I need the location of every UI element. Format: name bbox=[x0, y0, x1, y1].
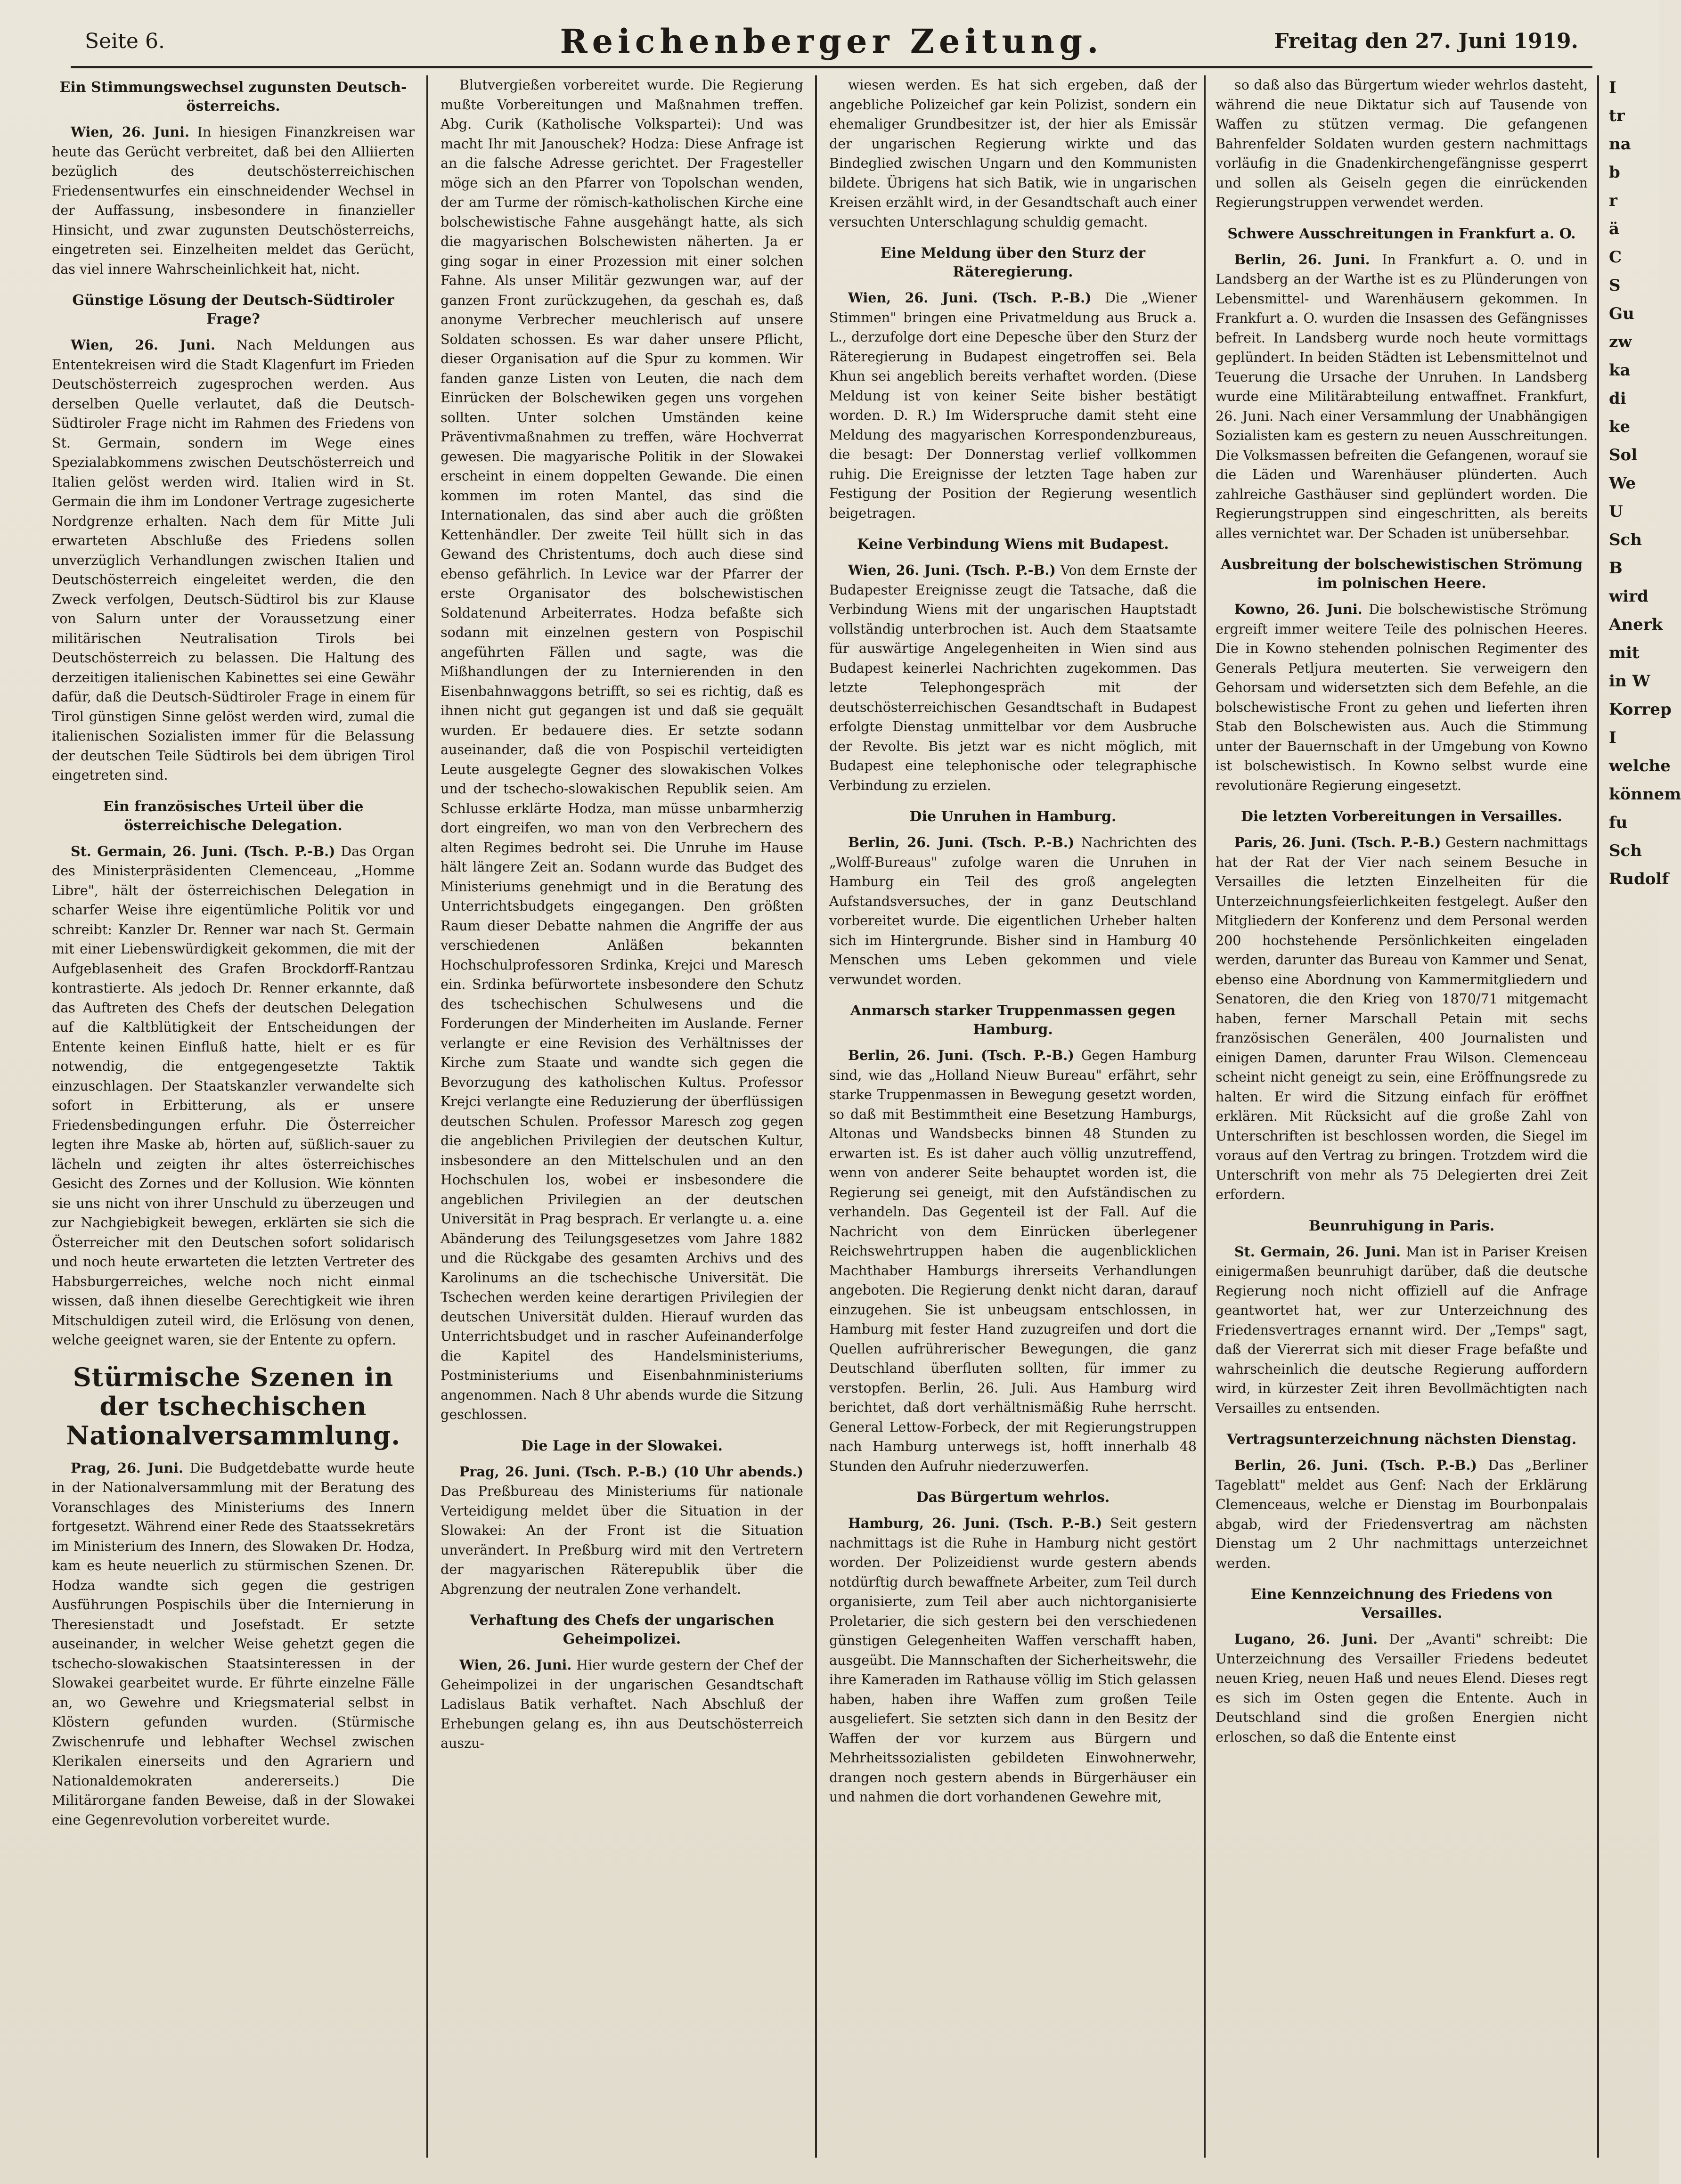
cropped-fragment: C bbox=[1609, 248, 1622, 267]
column-rule bbox=[815, 75, 817, 2158]
article-dateline: Berlin, 26. Juni. (Tsch. P.-B.) bbox=[1234, 1457, 1477, 1473]
cropped-fragment: ka bbox=[1609, 361, 1631, 380]
article-dateline: St. Germain, 26. Juni. (Tsch. P.-B.) bbox=[71, 843, 335, 859]
cropped-fragment: wird bbox=[1609, 587, 1648, 606]
cropped-fragment: I bbox=[1609, 78, 1616, 97]
article bbox=[441, 1437, 803, 1599]
article-headline: Stürmische Szenen in der tschechischen Nationalversammlung. bbox=[65, 1361, 401, 1451]
cropped-fragment: Rudolf bbox=[1609, 870, 1669, 888]
article-body bbox=[829, 1514, 1197, 1807]
article-text: so daß also das Bürgertum wieder wehrlos dasteht, während die neue Diktatur sich auf Tausende von Waffen zu stützen vermag. Die gefangenen Bahrenfelder Soldaten wurden gestern nachmittags vorläufig in die Gnadenkirchengefängnisse gesperrt und sollen als Geiseln gegen die einrückenden Regierungstruppen verwendet werden. bbox=[1216, 77, 1588, 210]
article-headline: Verhaftung des Chefs der ungarischen Geheimpolizei. bbox=[469, 1612, 775, 1647]
article bbox=[829, 535, 1197, 795]
article-dateline: Wien, 26. Juni. bbox=[459, 1657, 572, 1673]
cropped-fragment: ä bbox=[1609, 220, 1620, 238]
article bbox=[441, 75, 803, 1425]
column-4 bbox=[1216, 75, 1588, 2153]
cropped-fragment: na bbox=[1609, 135, 1631, 154]
article-body bbox=[52, 1459, 415, 1830]
cropped-fragment: S bbox=[1609, 276, 1621, 295]
article-dateline: Prag, 26. Juni. bbox=[71, 1459, 184, 1476]
article-headline: Beunruhigung in Paris. bbox=[1308, 1217, 1495, 1234]
article bbox=[441, 1611, 803, 1753]
article bbox=[829, 1002, 1197, 1476]
article-text: In Frankfurt a. O. und in Landsberg an der Warthe ist es zu Plünderungen von Lebensmittel- und Warenhäusern gekommen. In Frankfurt a. O. wurden die Insassen des Gefängnisses befreit. In Landsberg wurde noch heute vormittags geplündert. In beiden Städten ist Lebensmittelnot und Teuerung die Ursache der Unruhen. In Landsberg wurde eine Militärabteilung entwaffnet. Frankfurt, 26. Juni. Nach einer Versammlung der Unabhängigen Sozialisten kam es gestern zu neuen Ausschreitungen. Die Volksmassen befreiten die Gefangenen, worauf sie die Läden und Warenhäuser plünderten. Auch zahlreiche Gasthäuser sind geplündert worden. Die Regierungstruppen sind eingeschritten, als bereits alles vernichtet war. Der Schaden ist unübersehbar. bbox=[1216, 252, 1588, 541]
article-text: Das Organ des Ministerpräsidenten Clemenceau, „Homme Libre", hält der österreichischen Delegation in scharfer Weise ihre eigentümliche Politik vor und schreibt: Kanzler Dr. Renner war nach St. Germain mit einer Liebenswürdigkeit gekommen, die mit der Aufgeblasenheit des Grafen Brockdorff-Rantzau kontrastierte. Als jedoch Dr. Renner erkannte, daß das Auftreten des Chefs der deutschen Delegation auf die Kaltblütigkeit der Entscheidungen der Entente keinen Einfluß hatte, hielt er es für notwendig, die entgegengesetzte Taktik einzuschlagen. Der Staatskanzler verwandelte sich sofort in Erbitterung, als er unsere Friedensbedingungen erfuhr. Die Österreicher legten ihre Maske ab, hörten auf, süßlich-sauer zu lächeln und zeigten ihr altes österreichisches Gesicht des Zornes und der Kollusion. Wie könnten sie uns nicht von ihrer Unschuld zu überzeugen und zur Nachgiebigkeit bewegen, erklärten sie sich die Österreicher mit den Deutschen sofort solidarisch und noch heute erwarteten die letzten Vertreter des Habsburgerreiches, welche noch nicht einmal wissen, daß ihnen dieselbe Gerechtigkeit wie ihren Mitschuldigen zuteil wird, die Erlösung von denen, welche geeignet waren, sie der Entente zu opfern. bbox=[52, 843, 415, 1348]
article-dateline: Prag, 26. Juni. (Tsch. P.-B.) (10 Uhr abends.) bbox=[459, 1463, 803, 1480]
article-text: Die Budgetdebatte wurde heute in der Nationalversammlung mit der Beratung des Voranschlages des Ministeriums des Innern fortgesetzt. Während einer Rede des Staatssekretärs im Ministerium des Innern, des Slowaken Dr. Hodza, kam es heute neuerlich zu stürmischen Szenen. Dr. Hodza wandte sich gegen die gestrigen Ausführungen Pospischils über die Internierung in Theresienstadt und Josefstadt. Er setzte auseinander, in welcher Weise gehetzt gegen die tschecho-slowakischen Staatsinteressen in der Slowakei gearbeitet wurde. Er führte einzelne Fälle an, wo Gewehre und Kriegsmaterial selbst in Klöstern gefunden wurden. (Stürmische Zwischenrufe und lebhafter Wechsel zwischen Klerikalen einerseits und den Agrariern und Nationaldemokraten andererseits.) Die Militärorgane fanden Beweise, daß in der Slowakei eine Gegenrevolution vorbereitet wurde. bbox=[52, 1460, 415, 1828]
cropped-fragment: in W bbox=[1609, 672, 1650, 691]
edge-column-cropped bbox=[1609, 75, 1681, 2153]
cropped-fragment: Sol bbox=[1609, 446, 1638, 465]
article-body bbox=[829, 561, 1197, 795]
cropped-fragment: Anerk bbox=[1609, 615, 1663, 634]
article bbox=[1216, 75, 1588, 212]
article bbox=[1216, 1585, 1588, 1747]
article-text: In hiesigen Finanzkreisen war heute das Gerücht verbreitet, daß bei den Alliierten bezüglich des deutschösterreichischen Friedensentwurfes ein einschneidender Wechsel in der Auffassung, insbesondere in finanzieller Hinsicht, und zwar zugunsten Deutschösterreichs, eingetreten sei. Einzelheiten meldet das Gerücht, das viel innere Wahrscheinlichkeit hat, nicht. bbox=[52, 124, 415, 277]
article-body bbox=[1216, 75, 1588, 212]
article-headline: Die Unruhen in Hamburg. bbox=[909, 808, 1117, 825]
article-dateline: Berlin, 26. Juni. bbox=[1234, 251, 1370, 268]
article-headline: Anmarsch starker Truppenmassen gegen Hamburg. bbox=[850, 1002, 1176, 1038]
cropped-fragment: B bbox=[1609, 559, 1623, 578]
cropped-fragment: U bbox=[1609, 502, 1623, 521]
page-number: Seite 6. bbox=[85, 29, 165, 53]
article-dateline: St. Germain, 26. Juni. bbox=[1234, 1243, 1401, 1260]
article-dateline: Wien, 26. Juni. (Tsch. P.-B.) bbox=[848, 562, 1056, 578]
article-headline: Eine Meldung über den Sturz der Räteregierung. bbox=[880, 245, 1146, 280]
cropped-fragment: tr bbox=[1609, 106, 1625, 125]
article bbox=[1216, 225, 1588, 544]
article-text: Man ist in Pariser Kreisen einigermaßen beunruhigt darüber, daß die deutsche Regierung noch nicht offiziell auf die Anfrage geantwortet hat, wer zur Unterzeichnung des Friedensvertrages ernannt wird. Der „Temps" sagt, daß der Viererrat sich mit dieser Frage befaßte und wahrscheinlich die deutsche Regierung auffordern wird, in kürzester Zeit ihren Bevollmächtigten nach Versailles zu entsenden. bbox=[1216, 1244, 1588, 1416]
column-2 bbox=[441, 75, 803, 2153]
article-text: Gestern nachmittags hat der Rat der Vier nach seinem Besuche in Versailles die letzten Einzelheiten für die Unterzeichnungsfeierlichkeiten festgelegt. Außer den Mitgliedern der Konferenz und dem Personal werden 200 hochstehende Persönlichkeiten eingeladen werden, darunter das Bureau von Kammer und Senat, ebenso eine Abordnung von Kammermitgliedern und Senatoren, die den Krieg von 1870/71 mitgemacht haben, ferner Marschall Petain mit sechs französischen Generälen, 400 Journalisten und einigen Damen, darunter Frau Wilson. Clemenceau scheint nicht geneigt zu sein, eine Eröffnungsrede zu halten. Er wird die Sitzung einfach für eröffnet erklären. Mit Rücksicht auf die große Zahl von Unterschriften ist beschlossen worden, die Siegel im voraus auf den Vertrag zu bringen. Trotzdem wird die Unterschrift von mehr als 75 Delegierten drei Zeit erfordern. bbox=[1216, 835, 1588, 1202]
column-1 bbox=[52, 75, 415, 2153]
cropped-fragment: fu bbox=[1609, 813, 1628, 832]
article bbox=[829, 1488, 1197, 1807]
article-dateline: Lugano, 26. Juni. bbox=[1234, 1631, 1378, 1647]
article-headline: Die letzten Vorbereitungen in Versailles. bbox=[1240, 808, 1563, 825]
article-body bbox=[829, 288, 1197, 523]
article-headline: Die Lage in der Slowakei. bbox=[521, 1437, 723, 1454]
cropped-fragment: zw bbox=[1609, 333, 1632, 351]
article-body bbox=[829, 1046, 1197, 1476]
cropped-fragment: Sch bbox=[1609, 530, 1642, 549]
article-text: Nachrichten des „Wolff-Bureaus" zufolge waren die Unruhen in Hamburg ein Teil des groß angelegten Aufstandsversuches, der in ganz Deutschland vorbereitet wurde. Die eigentlichen Urheber halten sich im Hintergrunde. Bisher sind in Hamburg 40 Menschen ums Leben gekommen und viele verwundet worden. bbox=[829, 835, 1197, 987]
article-body bbox=[829, 75, 1197, 232]
column-rule bbox=[1204, 75, 1206, 2158]
article-body bbox=[52, 122, 415, 279]
article bbox=[52, 1362, 415, 1830]
cropped-fragment: b bbox=[1609, 163, 1620, 182]
article-text: Hier wurde gestern der Chef der Geheimpolizei in der ungarischen Gesandtschaft Ladislaus Batik verhaftet. Nach Abschluß der Erhebungen gelang es, ihn aus Deutschösterreich auszu- bbox=[441, 1657, 803, 1751]
article-text: Seit gestern nachmittags ist die Ruhe in Hamburg nicht gestört worden. Der Polizeidienst wurde gestern abends notdürftig durch bewaffnete Arbeiter, zum Teil durch organisierte, zum Teil aber auch nichtorganisierte Proletarier, die sich gestern bei den verschiedenen günstigen Gelegenheiten Waffen verschafft haben, ausgeübt. Die Mannschaften der Sicherheitswehr, die ihre Kameraden im Rathause völlig im Stich gelassen haben, haben ihre Waffen zum großen Teile ausgeliefert. Sie setzten sich dann in den Besitz der Waffen der vor kurzem aus Bürgern und Mehrheitssozialisten gebildeten Einwohnerwehr, drangen noch gestern abends in Bürgerhäuser ein und nahmen die dort vorhandenen Gewehre mit, bbox=[829, 1516, 1197, 1805]
cropped-fragment: Gu bbox=[1609, 304, 1634, 323]
article-headline: Ein Stimmungswechsel zugunsten Deutsch-österreichs. bbox=[59, 79, 407, 114]
article-headline: Schwere Ausschreitungen in Frankfurt a. O. bbox=[1227, 225, 1576, 242]
article-text: Die bolschewistische Strömung ergreift immer weitere Teile des polnischen Heeres. Die in Kowno stehenden polnischen Regimenter des Generals Petljura meuterten. Sie verweigern den Gehorsam und widersetzten sich dem Befehle, an die bolschewistische Front zu gehen und lieferten ihren Stab den Bolschewisten aus. Auch die Stimmung unter der Bauernschaft in der Umgebung von Kowno ist bolschewistisch. In Kowno selbst wurde eine revolutionäre Regierung eingesetzt. bbox=[1216, 602, 1588, 793]
article-body bbox=[1216, 1630, 1588, 1747]
article-body bbox=[1216, 250, 1588, 544]
article-body bbox=[441, 1462, 803, 1599]
article bbox=[52, 291, 415, 785]
cropped-fragment: welche bbox=[1609, 757, 1671, 775]
article-text: Die „Wiener Stimmen" bringen eine Privatmeldung aus Bruck a. L., derzufolge dort eine Depesche über den Sturz der Räteregierung in Budapest eingetroffen sei. Bela Khun sei angeblich bereits verhaftet worden. (Diese Meldung ist von keiner Seite bisher bestätigt worden. D. R.) Im Widerspruche damit steht eine Meldung des magyarischen Korrespondenzbureaus, die besagt: Der Donnerstag verlief vollkommen ruhig. Die Ereignisse der letzten Tage haben zur Festigung der Position der Regierung wesentlich beigetragen. bbox=[829, 290, 1197, 521]
article-headline: Ein französisches Urteil über die österreichische Delegation. bbox=[103, 798, 364, 834]
article bbox=[1216, 807, 1588, 1205]
article-text: Der „Avanti" schreibt: Die Unterzeichnung des Versailler Friedens bedeutet neuen Krieg, neuen Haß und neues Elend. Dieses regt es sich im Osten gegen die Entente. Auch in Deutschland sind die großen Energien nicht erloschen, so daß die Entente einst bbox=[1216, 1631, 1588, 1745]
article bbox=[1216, 1430, 1588, 1573]
article-dateline: Berlin, 26. Juni. (Tsch. P.-B.) bbox=[848, 834, 1075, 850]
article-text: Gegen Hamburg sind, wie das „Holland Nieuw Bureau" erfährt, sehr starke Truppenmassen in Bewegung gesetzt worden, so daß mit Bestimmtheit eine Besetzung Hamburgs, Altonas und Wandsbecks binnen 48 Stunden zu erwarten ist. Es ist daher auch völlig unzutreffend, wenn von anderer Seite behauptet worden ist, die Regierung sei geneigt, mit den Aufständischen zu verhandeln. Das Gegenteil ist der Fall. Auf die Nachricht von dem Einrücken überlegener Reichswehrtruppen haben die augenblicklichen Machthaber Hamburgs ihrerseits Verhandlungen angeboten. Die Regierung denkt nicht daran, darauf einzugehen. Sie ist unbeugsam entschlossen, in Hamburg mit fester Hand zuzugreifen und dort die Quellen aufrührerischer Bewegungen, die ganz Deutschland überfluten sollten, für immer zu verstopfen. Berlin, 26. Juli. Aus Hamburg wird berichtet, daß dort verhältnismäßig Ruhe herrscht. General Lettow-Forbeck, der mit Regierungstruppen nach Hamburg unterwegs ist, hofft innerhalb 48 Stunden den Aufruhr niederzuwerfen. bbox=[829, 1048, 1197, 1474]
article-dateline: Berlin, 26. Juni. (Tsch. P.-B.) bbox=[848, 1047, 1074, 1063]
article-body bbox=[1216, 833, 1588, 1205]
article bbox=[829, 244, 1197, 523]
issue-date: Freitag den 27. Juni 1919. bbox=[1274, 29, 1578, 53]
cropped-fragment: könnem bbox=[1609, 785, 1681, 804]
article-body bbox=[1216, 600, 1588, 795]
masthead: Reichenberger Zeitung. bbox=[560, 22, 1103, 61]
article bbox=[829, 75, 1197, 232]
article bbox=[829, 807, 1197, 989]
article-text: Nach Meldungen aus Ententekreisen wird die Stadt Klagenfurt im Frieden Deutschösterreich zugesprochen werden. Aus derselben Quelle verlautet, daß die Deutsch-Südtiroler Frage nicht im Rahmen des Friedens von St. Germain, sondern im Wege eines Spezialabkommens zwischen Deutschösterreich und Italien gelöst werden wird. Italien wird in St. Germain die ihm im Londoner Vertrage zugesicherte Nordgrenze erhalten. Nach dem für Mitte Juli erwarteten Abschluße des Friedens sollen unverzüglich Verhandlungen zwischen Italien und Deutschösterreich eingeleitet werden, die den Zweck verfolgen, Deutsch-Südtirol bis zur Klause von Salurn unter der Voraussetzung einer militärischen Neutralisation Tirols bei Deutschösterreich zu belassen. Die Haltung des derzeitigen italienischen Kabinettes sei eine Gewähr dafür, daß die Deutsch-Südtiroler Frage in einem für Tirol günstigen Sinne gelöst werden wird, zumal die italienischen Sozialisten immer für die Belassung der deutschen Teile Südtirols bei dem übrigen Tirol eingetreten sind. bbox=[52, 337, 415, 783]
article-headline: Vertragsunterzeichnung nächsten Dienstag. bbox=[1226, 1431, 1577, 1448]
column-rule bbox=[426, 75, 428, 2158]
article-headline: Günstige Lösung der Deutsch-Südtiroler Frage? bbox=[72, 292, 394, 327]
article-dateline: Paris, 26. Juni. (Tsch. P.-B.) bbox=[1234, 834, 1441, 850]
article bbox=[52, 78, 415, 279]
cropped-fragment: ke bbox=[1609, 417, 1631, 436]
cropped-fragment: r bbox=[1609, 191, 1617, 210]
article-text: Von dem Ernste der Budapester Ereignisse zeugt die Tatsache, daß die Verbindung Wiens mit der ungarischen Hauptstadt vollständig unterbrochen ist. Auch dem Staatsamte für auswärtige Angelegenheiten in Wien sind aus Budapest keinerlei Nachrichten zugekommen. Das letzte Telephongespräch mit der deutschösterreichischen Gesandtschaft in Budapest erfolgte Dienstag unmittelbar vor dem Ausbruche der Revolte. Bis jetzt war es nicht möglich, mit Budapest eine telephonische oder telegraphische Verbindung zu erzielen. bbox=[829, 562, 1197, 793]
column-rule bbox=[1597, 75, 1599, 2158]
cropped-fragment: di bbox=[1609, 389, 1626, 408]
article-dateline: Wien, 26. Juni. (Tsch. P.-B.) bbox=[848, 290, 1092, 306]
article-body bbox=[1216, 1242, 1588, 1418]
article-text: Das „Berliner Tageblatt" meldet aus Genf: Nach der Erklärung Clemenceaus, welche er Dienstag im Bourbonpalais abgab, wird der Friedensvertrag am nächsten Dienstag um 2 Uhr nachmittags unterzeichnet werden. bbox=[1216, 1458, 1588, 1571]
cropped-fragment: mit bbox=[1609, 644, 1640, 662]
article-headline: Keine Verbindung Wiens mit Budapest. bbox=[857, 536, 1169, 553]
article bbox=[52, 798, 415, 1350]
article-dateline: Hamburg, 26. Juni. (Tsch. P.-B.) bbox=[848, 1515, 1102, 1531]
article-text: Das Preßbureau des Ministeriums für nationale Verteidigung meldet über die Situation in der Slowakei: An der Front ist die Situation unverändert. In Preßburg wird mit den Vertretern der magyarischen Räterepublik über die Abgrenzung der neutralen Zone verhandelt. bbox=[441, 1483, 803, 1597]
page-header bbox=[71, 19, 1592, 68]
article-body bbox=[1216, 1456, 1588, 1573]
article-body bbox=[441, 1655, 803, 1753]
article-headline: Das Bürgertum wehrlos. bbox=[916, 1489, 1110, 1506]
article-body bbox=[52, 335, 415, 785]
article-text: Blutvergießen vorbereitet wurde. Die Regierung mußte Vorbereitungen und Maßnahmen treffen. Abg. Curik (Katholische Volkspartei): Und was macht Ihr mit Janouschek? Hodza: Diese Anfrage ist an die falsche Adresse gerichtet. Der Fragesteller möge sich an den Pfarrer von Topolschan wenden, der am Turme der römisch-katholischen Kirche eine bolschewistische Fahne ausgehängt hatte, als sich die magyarischen Bolschewisten näherten. Ja er ging sogar in einer Prozession mit einer solchen Fahne. Als unser Militär gezwungen war, auf der ganzen Front zurückzugehen, da geschah es, daß anonyme Verbrecher meuchlerisch auf unsere Soldaten schossen. Es war daher unsere Pflicht, dieser Organisation auf die Spur zu kommen. Wir fanden ganze Listen von Leuten, die nach dem Einrücken der Bolschewiken gegen uns vorgehen sollten. Unter solchen Umständen keine Präventivmaßnahmen zu treffen, wäre Hochverrat gewesen. Die magyarische Politik in der Slowakei erscheint in einem doppelten Gewande. Die einen kommen im roten Mantel, das sind die Internationalen, das sind aber auch die größten Kettenhändler. Der zweite Teil hüllt sich in das Gewand des Christentums, doch auch diese sind ebenso gefährlich. In Levice war der Pfarrer der erste Organisator des bolschewistischen Soldatenund Arbeiterrates. Hodza befaßte sich sodann mit einzelnen gestern von Pospischil angeführten Fällen und sagte, was die Mißhandlungen der zu Internierenden in den Eisenbahnwaggons betrifft, so sei es richtig, daß es ihnen nicht gut gegangen ist und daß sie gequält wurden. Er bedauere dies. Er setzte sodann auseinander, daß die von Pospischil verteidigten Leute ausgelegte Gegner des slowakischen Volkes und der tschecho-slowakischen Republik seien. Am Schlusse erklärte Hodza, man müsse unbarmherzig dort eingreifen, wo man von den Verbrechern des alten Regimes bedroht sei. Die Unruhe im Hause hält längere Zeit an. Sodann wurde das Budget des Ministeriums genehmigt und in die Beratung des Unterrichtsbudgets eingegangen. Den größten Raum dieser Debatte nahmen die Angriffe der aus verschiedenen Anläßen bekannten Hochschulprofessoren Srdinka, Krejci und Maresch ein. Srdinka befürwortete insbesondere den Schutz des tschechischen Schulwesens und die Forderungen der Minderheiten im Auslande. Ferner verlangte er eine Revision des Verhältnisses der Kirche zum Staate und wandte sich gegen die Bevorzugung des katholischen Kultus. Professor Krejci verlangte eine Reduzierung der überflüssigen deutschen Schulen. Professor Maresch zog gegen die angeblichen Privilegien der deutschen Kultur, insbesondere an den Mittelschulen und an den Hochschulen los, wobei er insbesondere die angeblichen Privilegien an der deutschen Universität in Prag besprach. Er verlangte u. a. eine Abänderung des Teilungsgesetzes vom Jahre 1882 und die Rückgabe des gesamten Archivs und des Karolinums an die tschechische Universität. Die Tschechen werden keine derartigen Privilegien der deutschen Universität dulden. Hierauf wurden das Unterrichtsbudget und in rascher Aufeinanderfolge die Kapitel des Handelsministeriums, Postministeriums und Eisenbahnministeriums angenommen. Nach 8 Uhr abends wurde die Sitzung geschlossen. bbox=[441, 77, 803, 1422]
article-dateline: Wien, 26. Juni. bbox=[71, 124, 189, 140]
article-dateline: Wien, 26. Juni. bbox=[71, 337, 215, 353]
column-3 bbox=[829, 75, 1197, 2153]
cropped-fragment: Korrep bbox=[1609, 700, 1672, 719]
article-body bbox=[441, 75, 803, 1425]
article-text: wiesen werden. Es hat sich ergeben, daß der angebliche Polizeichef gar kein Polizist, sondern ein ehemaliger Grundbesitzer ist, der hier als Emissär der ungarischen Regierung wirkte und das Bindeglied zwischen Ungarn und den Kommunisten bildete. Übrigens hat sich Batik, wie in ungarischen Kreisen erzählt wird, in der Gesandtschaft auch einer versuchten Unterschlagung schuldig gemacht. bbox=[829, 77, 1197, 230]
cropped-fragment: I bbox=[1609, 728, 1616, 747]
article-headline: Eine Kennzeichnung des Friedens von Versailles. bbox=[1250, 1586, 1553, 1622]
article-headline: Ausbreitung der bolschewistischen Strömung im polnischen Heere. bbox=[1220, 556, 1583, 592]
cropped-fragment: Sch bbox=[1609, 841, 1642, 860]
article bbox=[1216, 1217, 1588, 1418]
article-body bbox=[52, 842, 415, 1350]
article-body bbox=[829, 833, 1197, 989]
article bbox=[1216, 555, 1588, 795]
cropped-fragment: We bbox=[1609, 474, 1636, 493]
article-dateline: Kowno, 26. Juni. bbox=[1234, 601, 1363, 617]
